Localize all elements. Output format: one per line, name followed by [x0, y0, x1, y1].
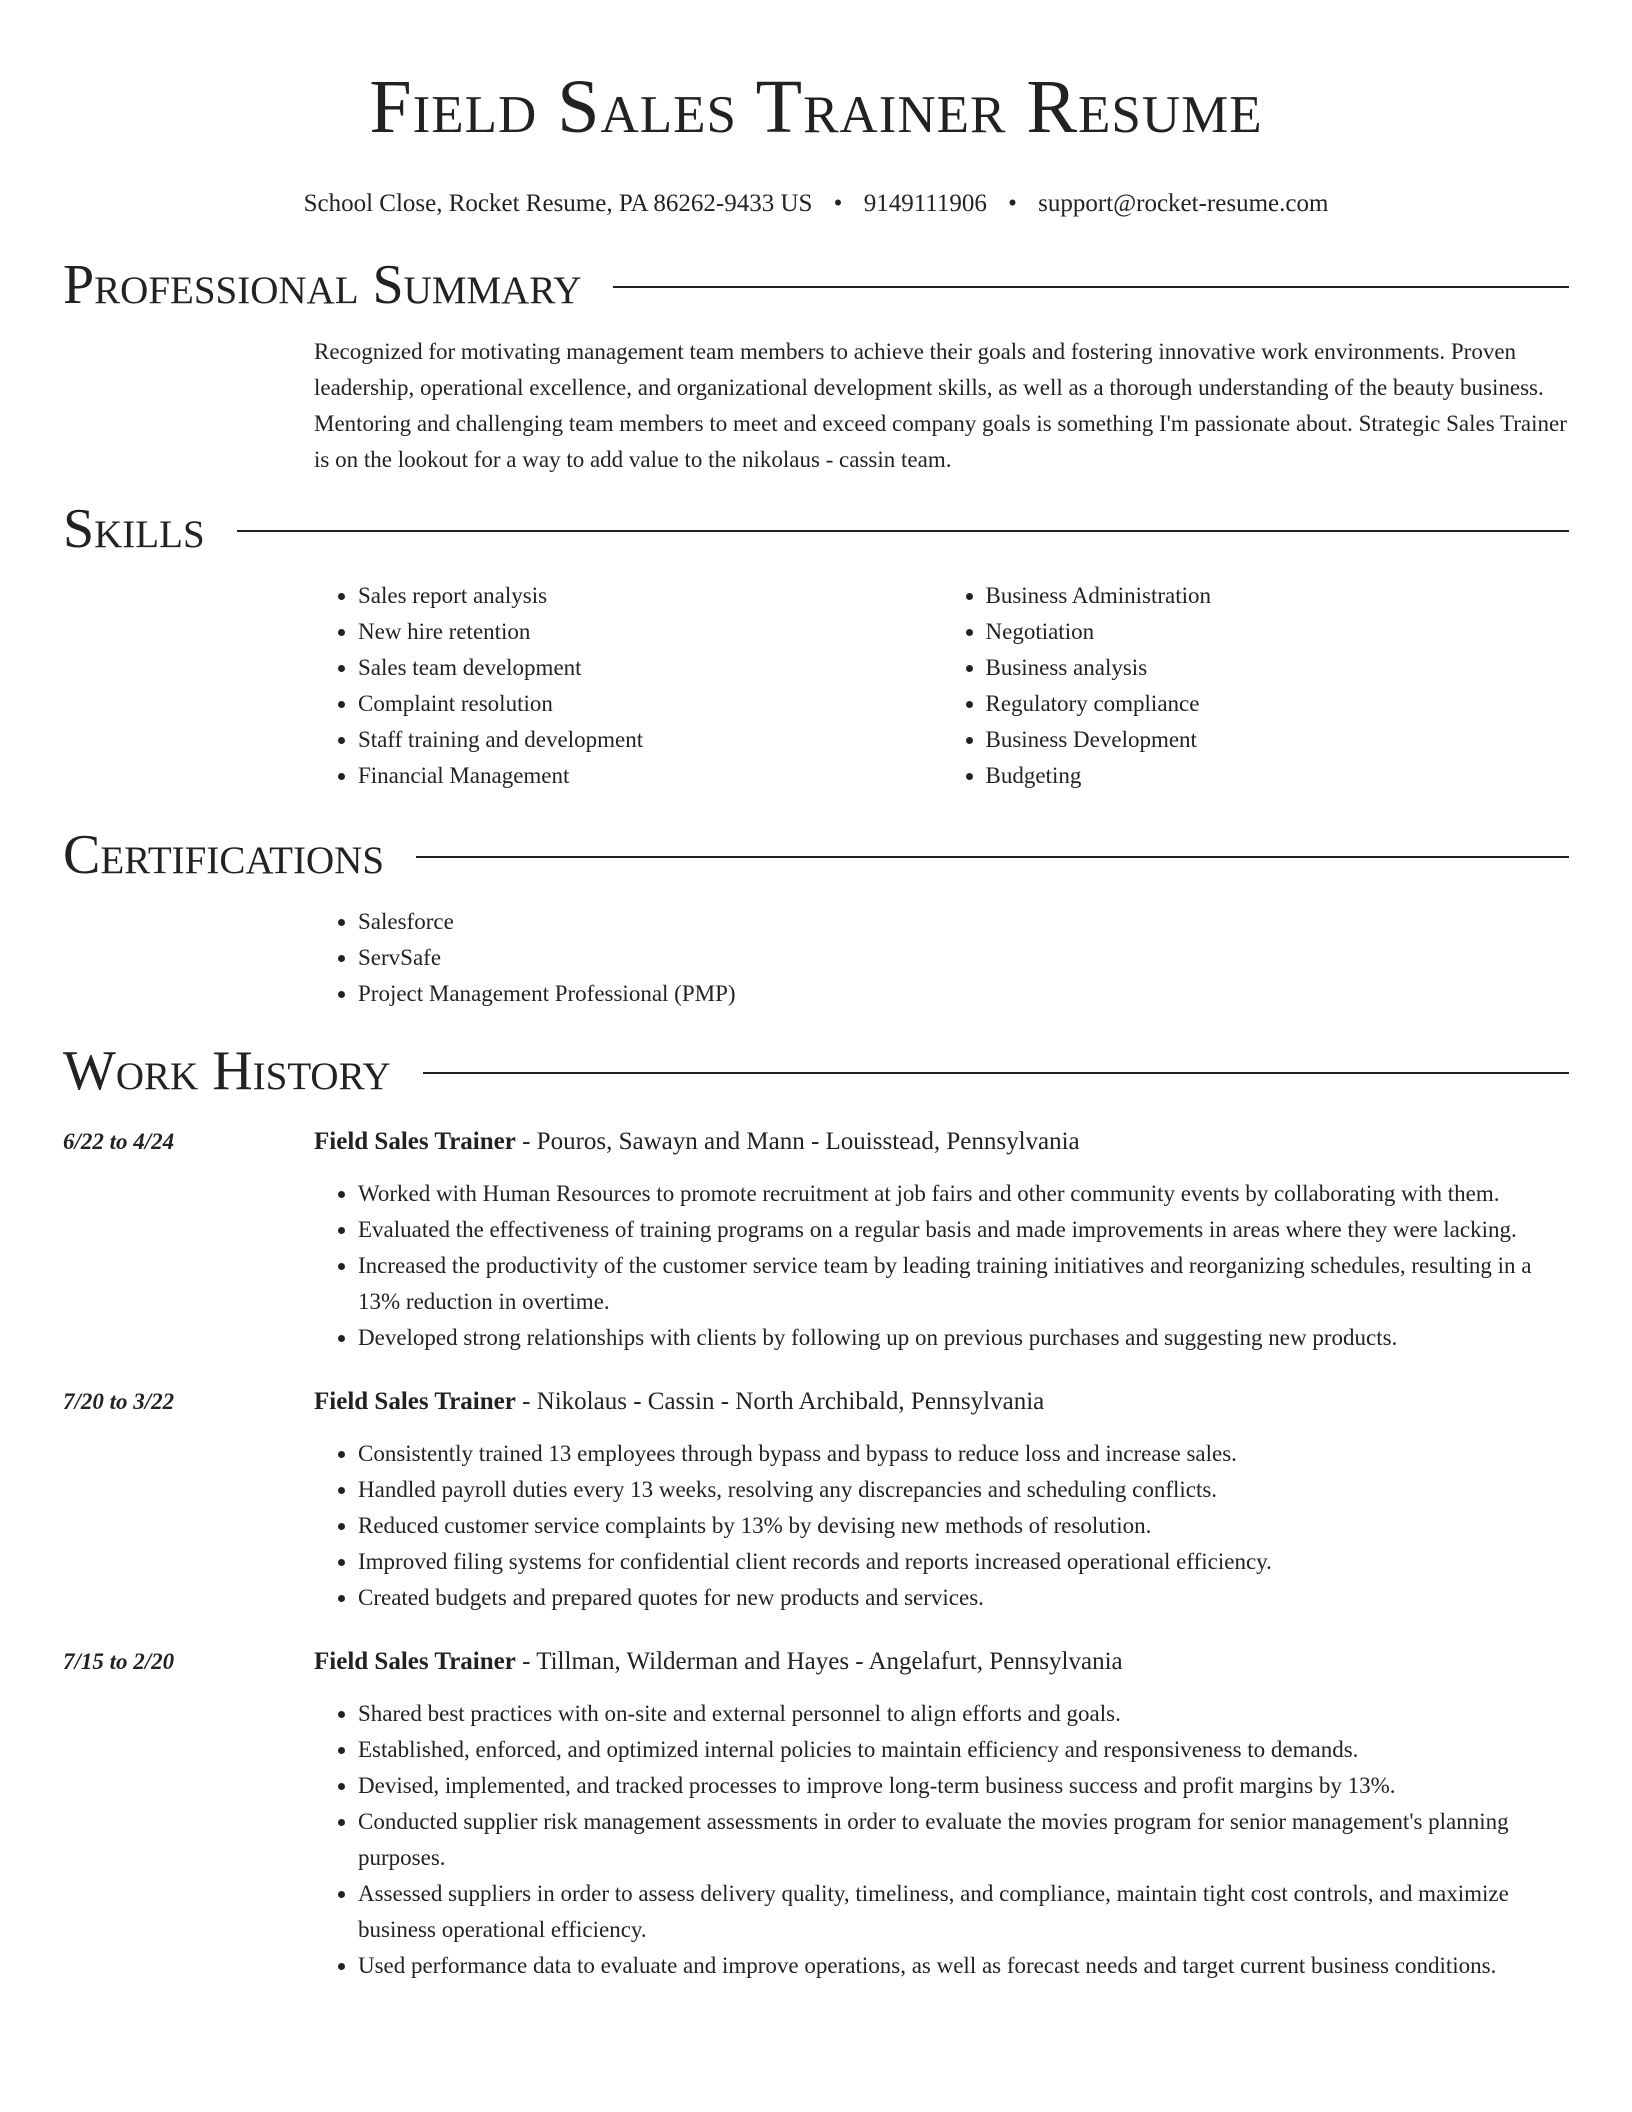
summary-text: Recognized for motivating management team members to achieve their goals and fostering innovative work environments. Proven leadership, operational excellence, and organizational development skills, as well as a thorough understanding of the beauty business. Mentoring and challenging team members to meet and exceed company goals is something I'm passionate about. Strategic Sales Trainer is on the lookout for a way to add value to the nikolaus - cassin team. — [314, 339, 1567, 472]
job-bullet: • Evaluated the effectiveness of training programs on a regular basis and made improvements in areas where they were lacking. — [358, 1212, 1569, 1248]
section-divider — [416, 856, 1569, 858]
job-title: Field Sales Trainer — [314, 1648, 516, 1675]
skill-item: • Business analysis — [986, 650, 1570, 686]
job-bullets — [314, 1436, 1569, 1616]
section-divider — [237, 530, 1569, 532]
contact-email: support@rocket-resume.com — [1038, 190, 1329, 217]
skills-list-left — [314, 578, 942, 794]
certification-item: • ServSafe — [358, 940, 1569, 976]
job-bullet: • Improved filing systems for confidential client records and reports increased operational efficiency. — [358, 1544, 1569, 1580]
contact-address: School Close, Rocket Resume, PA 86262-9433 US — [303, 190, 813, 217]
contact-separator: • — [1008, 190, 1017, 217]
skill-item: • Business Development — [986, 722, 1570, 758]
job-bullet: • Established, enforced, and optimized internal policies to maintain efficiency and responsiveness to demands. — [358, 1732, 1569, 1768]
skill-item: • Financial Management — [358, 758, 942, 794]
job-bullet: • Increased the productivity of the customer service team by leading training initiatives and reorganizing schedules, resulting in a 13% reduction in overtime. — [358, 1248, 1569, 1320]
job-entry — [63, 1644, 1569, 1984]
job-bullets — [314, 1696, 1569, 1984]
certifications-section-header — [63, 824, 1569, 886]
skill-item: • Negotiation — [986, 614, 1570, 650]
contact-line — [63, 188, 1569, 220]
job-bullet: • Devised, implemented, and tracked processes to improve long-term business success and profit margins by 13%. — [358, 1768, 1569, 1804]
contact-phone: 9149111906 — [863, 190, 987, 217]
skill-item: • Sales team development — [358, 650, 942, 686]
skill-item: • Budgeting — [986, 758, 1570, 794]
section-divider — [613, 286, 1569, 288]
job-bullet: • Reduced customer service complaints by 13% by devising new methods of resolution. — [358, 1508, 1569, 1544]
skill-item: • Staff training and development — [358, 722, 942, 758]
job-title-line — [314, 1384, 1569, 1420]
summary-section-header — [63, 254, 1569, 316]
job-employer: - Pouros, Sawayn and Mann - Louisstead, Pennsylvania — [515, 1128, 1080, 1155]
certification-item: • Salesforce — [358, 904, 1569, 940]
job-bullet: • Handled payroll duties every 13 weeks, resolving any discrepancies and scheduling conflicts. — [358, 1472, 1569, 1508]
work-heading: Work History — [63, 1040, 391, 1102]
job-dates: 7/20 to 3/22 — [63, 1389, 175, 1414]
job-bullet: • Consistently trained 13 employees through bypass and bypass to reduce loss and increase sales. — [358, 1436, 1569, 1472]
job-entry — [63, 1124, 1569, 1356]
skill-item: • New hire retention — [358, 614, 942, 650]
job-bullet: • Developed strong relationships with clients by following up on previous purchases and suggesting new products. — [358, 1320, 1569, 1356]
job-body — [314, 1644, 1569, 1984]
job-title-line — [314, 1644, 1569, 1680]
skills-grid — [314, 578, 1569, 794]
job-body — [314, 1124, 1569, 1356]
certification-item: • Project Management Professional (PMP) — [358, 976, 1569, 1012]
work-section-header — [63, 1040, 1569, 1102]
skill-item: • Regulatory compliance — [986, 686, 1570, 722]
job-title: Field Sales Trainer — [314, 1388, 516, 1415]
section-divider — [423, 1072, 1569, 1074]
job-bullet: • Used performance data to evaluate and improve operations, as well as forecast needs and target current business conditions. — [358, 1948, 1569, 1984]
job-bullets — [314, 1176, 1569, 1356]
skill-item: • Sales report analysis — [358, 578, 942, 614]
job-bullet: • Assessed suppliers in order to assess delivery quality, timeliness, and compliance, maintain tight cost controls, and maximize business operational efficiency. — [358, 1876, 1569, 1948]
skills-section-header — [63, 498, 1569, 560]
skill-item: • Business Administration — [986, 578, 1570, 614]
certifications-list — [314, 904, 1569, 1012]
job-dates: 7/15 to 2/20 — [63, 1649, 175, 1674]
skills-list-right — [942, 578, 1570, 794]
resume-title: Field Sales Trainer Resume — [369, 65, 1263, 149]
job-bullet: • Shared best practices with on-site and external personnel to align efforts and goals. — [358, 1696, 1569, 1732]
job-dates: 6/22 to 4/24 — [63, 1129, 175, 1154]
job-title-line — [314, 1124, 1569, 1160]
job-employer: - Nikolaus - Cassin - North Archibald, Pennsylvania — [515, 1388, 1045, 1415]
job-bullet: • Created budgets and prepared quotes for new products and services. — [358, 1580, 1569, 1616]
job-entry — [63, 1384, 1569, 1616]
job-employer: - Tillman, Wilderman and Hayes - Angelafurt, Pennsylvania — [515, 1648, 1123, 1675]
job-body — [314, 1384, 1569, 1616]
certifications-heading: Certifications — [63, 824, 385, 886]
contact-separator: • — [833, 190, 843, 217]
certifications-block — [314, 904, 1569, 1012]
job-bullet: • Worked with Human Resources to promote recruitment at job fairs and other community events by collaborating with them. — [358, 1176, 1569, 1212]
job-bullet: • Conducted supplier risk management assessments in order to evaluate the movies program for senior management's planning purposes. — [358, 1804, 1569, 1876]
skill-item: • Complaint resolution — [358, 686, 942, 722]
skills-heading: Skills — [63, 498, 205, 560]
job-title: Field Sales Trainer — [314, 1128, 516, 1155]
summary-heading: Professional Summary — [63, 254, 582, 316]
